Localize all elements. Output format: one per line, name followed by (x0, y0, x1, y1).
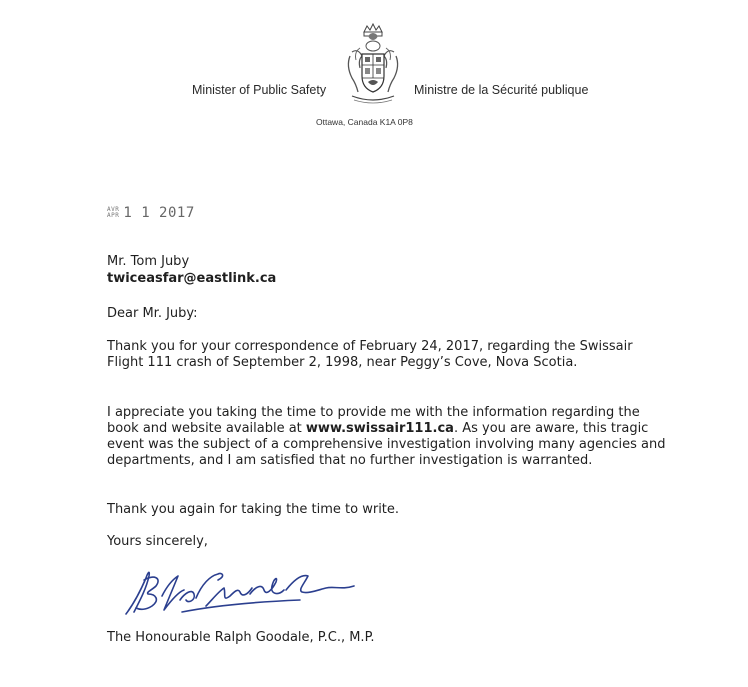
body-paragraph-2 (107, 405, 667, 469)
body-paragraph-2-end: . As you are aware, this tragic event was the subject of a comprehensive investigation involving many agencies and departments, and I am satisfied that no further investigation is warranted. (107, 421, 666, 468)
ministry-name-english: Minister of Public Safety (192, 83, 327, 97)
body-paragraph-1: Thank you for your correspondence of February 24, 2017, regarding the Swissair Flight 111 crash of September 2, 1998, near Peggy’s Cove, Nova Scotia. (107, 339, 633, 370)
signer-name: The Honourable Ralph Goodale, P.C., M.P. (107, 630, 375, 645)
body-paragraph-3: Thank you again for taking the time to write. (107, 502, 400, 517)
body-paragraph-2-start: I appreciate you taking the time to provide me with the information regarding the book and website available at (107, 405, 640, 436)
handwritten-signature (122, 566, 360, 618)
coat-of-arms-crest-icon (340, 22, 406, 106)
date-stamp-month-fr: AVR (107, 206, 120, 213)
website-link: www.swissair111.ca (305, 421, 454, 436)
ministry-name-french: Ministre de la Sécurité publique (414, 83, 589, 97)
date-stamp-month-en: APR (107, 212, 120, 219)
recipient-email: twiceasfar@eastlink.ca (107, 271, 277, 286)
recipient-name: Mr. Tom Juby (107, 254, 190, 269)
date-stamp-months (107, 207, 119, 219)
date-stamp-date: 1 1 2017 (123, 205, 195, 221)
salutation: Dear Mr. Juby: (107, 306, 198, 321)
ministry-address: Ottawa, Canada K1A 0P8 (316, 117, 413, 127)
closing: Yours sincerely, (107, 534, 208, 549)
date-stamp (107, 205, 195, 225)
